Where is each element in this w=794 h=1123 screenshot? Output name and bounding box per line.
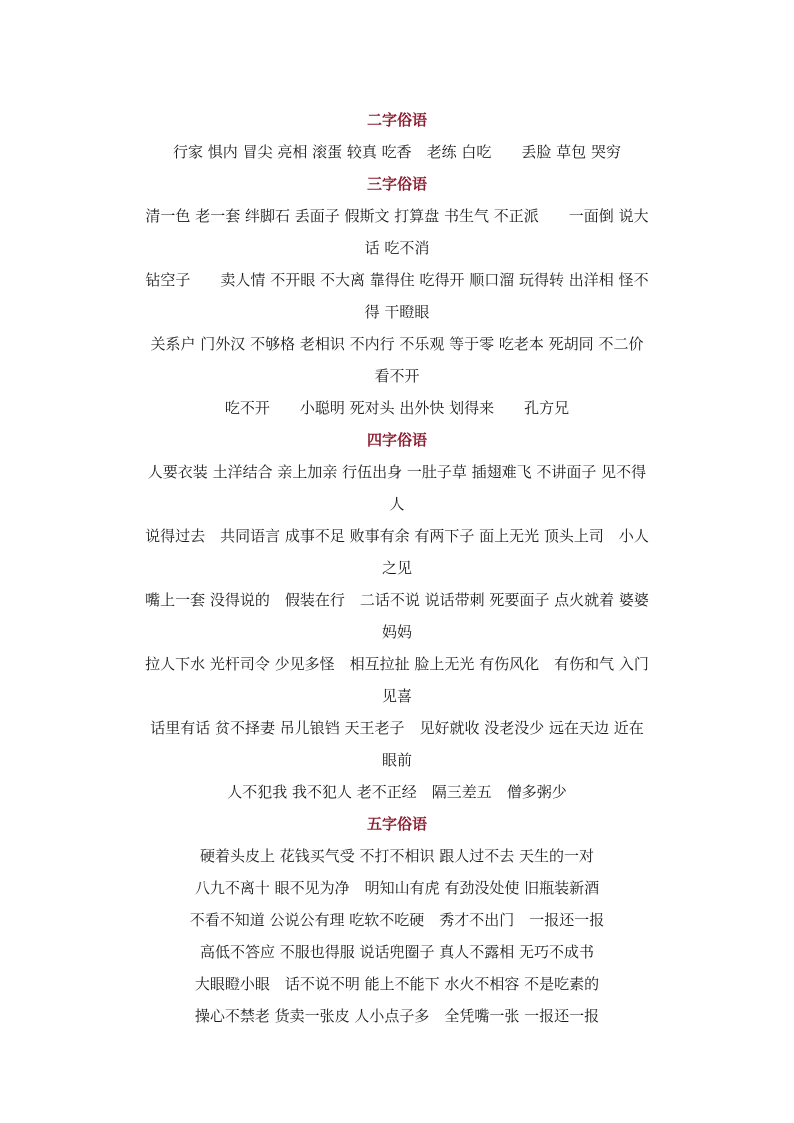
document-page [0, 104, 794, 1032]
text-line: 硬着头皮上 花钱买气受 不打不相识 跟人过不去 天生的一对 [199, 847, 595, 865]
text-line: 不看不知道 公说公有理 吃软不吃硬 秀才不出门 一报还一报 [189, 911, 605, 929]
text-line: 钻空子 卖人情 不开眼 不大离 靠得住 吃得开 顺口溜 玩得转 出洋相 怪不 [145, 271, 649, 289]
section-heading-five-char: 五字俗语 [366, 815, 427, 833]
text-line: 之见 [381, 559, 412, 577]
text-line: 大眼瞪小眼 话不说不明 能上不能下 水火不相容 不是吃素的 [194, 975, 600, 993]
text-line: 操心不禁老 货卖一张皮 人小点子多 全凭嘴一张 一报还一报 [194, 1007, 600, 1025]
text-line: 说得过去 共同语言 成事不足 败事有余 有两下子 面上无光 顶头上司 小人 [145, 527, 649, 545]
text-line: 得 干瞪眼 [364, 303, 430, 321]
text-line: 行家 惧内 冒尖 亮相 滚蛋 较真 吃香 老练 白吃 丢脸 草包 哭穷 [173, 143, 621, 161]
text-line: 关系户 门外汉 不够格 老相识 不内行 不乐观 等于零 吃老本 死胡同 不二价 [150, 335, 644, 353]
text-line: 人要衣装 土洋结合 亲上加亲 行伍出身 一肚子草 插翅难飞 不讲面子 见不得 [147, 463, 647, 481]
text-line: 拉人下水 光杆司令 少见多怪 相互拉扯 脸上无光 有伤风化 有伤和气 入门 [145, 655, 649, 673]
text-line: 看不开 [374, 367, 420, 385]
text-line: 话里有话 贫不择妻 吊儿锒铛 天王老子 见好就收 没老没少 远在天边 近在 [150, 719, 644, 737]
text-line: 人不犯我 我不犯人 老不正经 隔三差五 僧多粥少 [227, 783, 567, 801]
text-line: 高低不答应 不服也得服 说话兜圈子 真人不露相 无巧不成书 [199, 943, 595, 961]
text-line: 人 [389, 495, 405, 513]
section-heading-three-char: 三字俗语 [366, 175, 427, 193]
text-line: 妈妈 [381, 623, 412, 641]
section-heading-four-char: 四字俗语 [366, 431, 427, 449]
text-line: 清一色 老一套 绊脚石 丢面子 假斯文 打算盘 书生气 不正派 一面倒 说大 [145, 207, 649, 225]
text-line: 吃不开 小聪明 死对头 出外快 划得来 孔方兄 [224, 399, 570, 417]
text-line: 话 吃不消 [364, 239, 430, 257]
text-line: 见喜 [381, 687, 412, 705]
text-line: 嘴上一套 没得说的 假装在行 二话不说 说话带刺 死要面子 点火就着 婆婆 [145, 591, 649, 609]
text-line: 八九不离十 眼不见为净 明知山有虎 有劲没处使 旧瓶装新酒 [194, 879, 600, 897]
text-line: 眼前 [381, 751, 412, 769]
section-heading-two-char: 二字俗语 [366, 111, 427, 129]
